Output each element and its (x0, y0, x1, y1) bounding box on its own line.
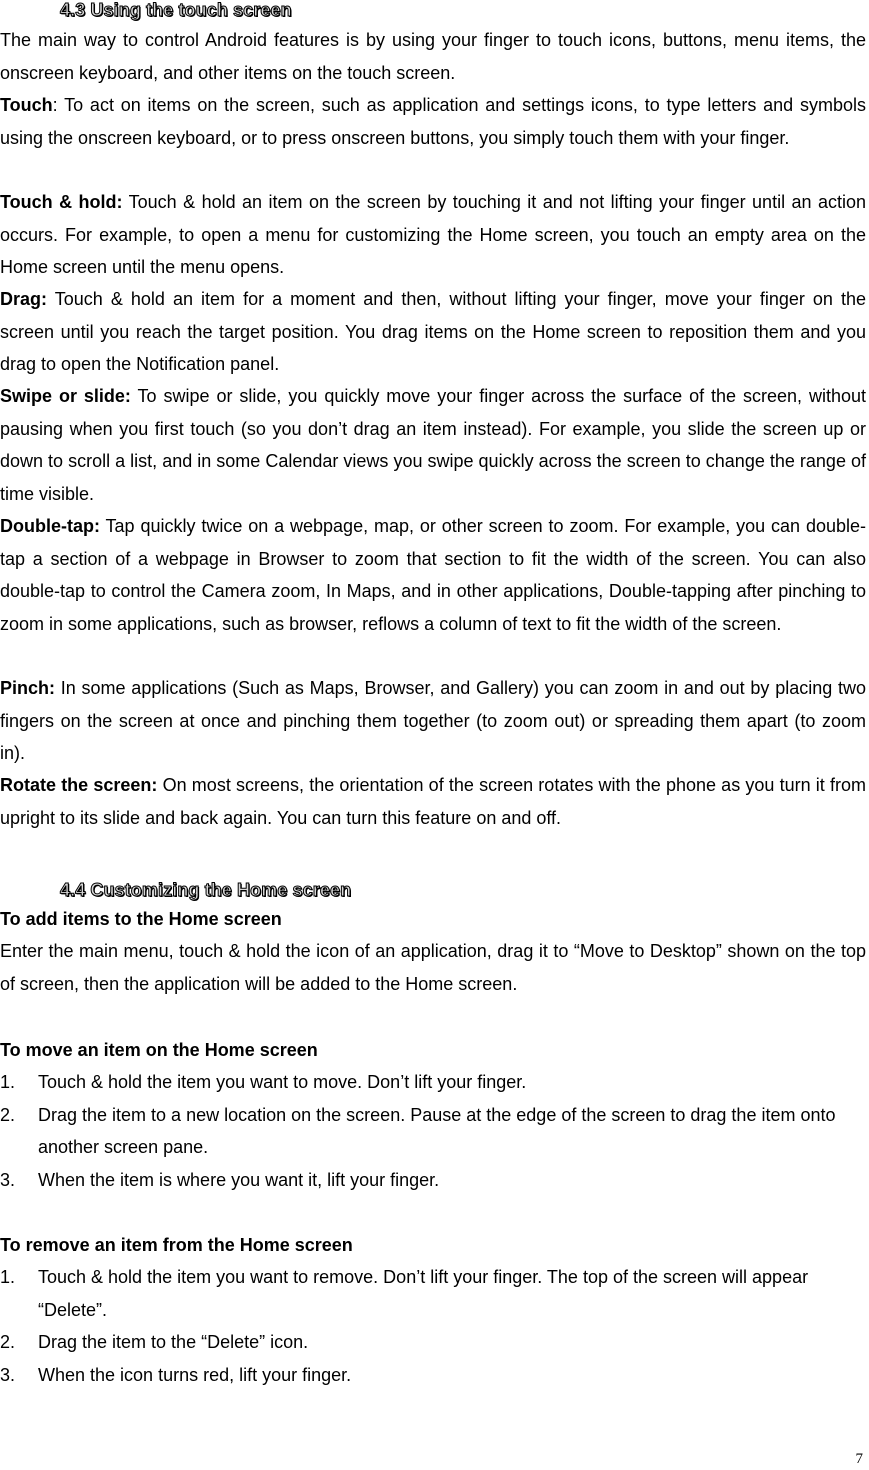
list-item (0, 1164, 866, 1197)
list-item (0, 1099, 866, 1164)
double-tap-paragraph (0, 510, 866, 640)
swipe-paragraph (0, 380, 866, 510)
drag-text: Touch & hold an item for a moment and then, without lifting your finger, move your finger on the screen until you reach the target position. You drag items on the Home screen to reposition them and you drag to open the Notification panel. (0, 289, 866, 375)
swipe-term: Swipe or slide: (0, 386, 131, 406)
list-item (0, 1261, 866, 1326)
remove-steps-list (0, 1261, 866, 1391)
move-steps-list (0, 1066, 866, 1196)
step-text: When the item is where you want it, lift your finger. (38, 1169, 440, 1190)
step-number: 2. (0, 1104, 16, 1125)
intro-paragraph: The main way to control Android features is by using your finger to touch icons, buttons, menu items, the onscreen keyboard, and other items on the touch screen. (0, 30, 866, 83)
add-items-paragraph: Enter the main menu, touch & hold the icon of an application, drag it to “Move to Desktop” shown on the top of screen, then the application will be added to the Home screen. (0, 941, 866, 994)
add-items-heading: To add items to the Home screen (0, 909, 282, 929)
rotate-paragraph (0, 769, 866, 834)
touch-term: Touch (0, 95, 53, 115)
rotate-term: Rotate the screen: (0, 775, 158, 795)
step-text: Touch & hold the item you want to remove. Don’t lift your finger. The top of the screen will appear “Delete”. (38, 1267, 809, 1320)
touch-hold-text: Touch & hold an item on the screen by touching it and not lifting your finger until an action occurs. For example, to open a menu for customizing the Home screen, you touch an empty area on the Home screen until the menu opens. (0, 192, 867, 278)
step-text: When the icon turns red, lift your finger. (38, 1364, 352, 1385)
swipe-text: To swipe or slide, you quickly move your finger across the surface of the screen, without pausing when you first touch (so you don’t drag an item instead). For example, you slide the screen up or down to scroll a list, and in some Calendar views you swipe quickly across the screen to change the range of time visible. (0, 386, 866, 504)
page-number: 7 (855, 1451, 863, 1467)
step-number: 1. (0, 1267, 16, 1287)
pinch-text: In some applications (Such as Maps, Browser, and Gallery) you can zoom in and out by placing two fingers on the screen at once and pinching them together (to zoom out) or spreading them apart (to zoom in). (0, 678, 866, 764)
move-item-heading: To move an item on the Home screen (0, 1040, 318, 1060)
step-number: 3. (0, 1364, 16, 1385)
drag-term: Drag: (0, 289, 48, 309)
step-number: 1. (0, 1072, 16, 1092)
list-item (0, 1326, 866, 1359)
remove-item-heading: To remove an item from the Home screen (0, 1235, 353, 1255)
section-4-3-title: 4.3 Using the touch screen (60, 0, 292, 20)
touch-paragraph (0, 89, 866, 154)
section-4-4-title: 4.4 Customizing the Home screen (60, 880, 352, 900)
step-text: Touch & hold the item you want to move. Don’t lift your finger. (38, 1072, 527, 1092)
rotate-text: On most screens, the orientation of the screen rotates with the phone as you turn it from upright to its slide and back again. You can turn this feature on and off. (0, 775, 866, 828)
step-text: Drag the item to the “Delete” icon. (38, 1332, 309, 1353)
list-item (0, 1359, 866, 1392)
touch-text: : To act on items on the screen, such as application and settings icons, to type letters and symbols using the onscreen keyboard, or to press onscreen buttons, you simply touch them with your finger. (0, 95, 866, 148)
step-number: 2. (0, 1332, 16, 1353)
touch-hold-paragraph (0, 186, 866, 284)
double-tap-text: Tap quickly twice on a webpage, map, or other screen to zoom. For example, you can double-tap a section of a webpage in Browser to zoom that section to fit the width of the screen. You can also double-tap to control the Camera zoom, In Maps, and in other applications, Double-tapping after pinching to zoom in some applications, such as browser, reflows a column of text to fit the width of the screen. (0, 516, 866, 634)
pinch-paragraph (0, 672, 866, 770)
double-tap-term: Double-tap: (0, 516, 100, 536)
touch-hold-term: Touch & hold: (0, 192, 123, 212)
pinch-term: Pinch: (0, 678, 56, 698)
step-number: 3. (0, 1169, 16, 1190)
list-item (0, 1066, 866, 1099)
step-text: Drag the item to a new location on the screen. Pause at the edge of the screen to drag the item onto another screen pane. (38, 1104, 836, 1158)
drag-paragraph (0, 283, 866, 381)
